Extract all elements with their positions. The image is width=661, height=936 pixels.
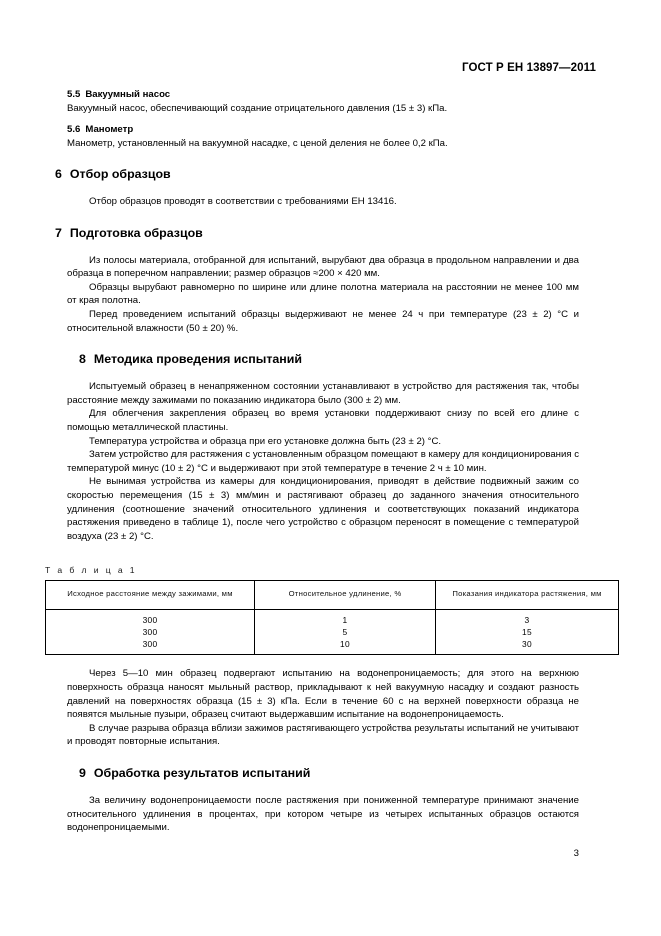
table-header-cell-3: Показания индикатора растяжения, мм: [436, 581, 619, 610]
clause-5-6-title: Манометр: [85, 123, 134, 135]
section-6-number: 6: [55, 167, 62, 181]
clause-5-5-heading: [67, 88, 579, 101]
table-cell-elongation: 5: [255, 626, 436, 638]
table-header-cell-2: Относительное удлинение, %: [255, 581, 436, 610]
table-row: [46, 626, 619, 638]
section-7-number: 7: [55, 225, 62, 240]
table-bottom-spacer: [67, 655, 579, 667]
section-8-title: Методика проведения испытаний: [93, 352, 303, 367]
section-8-paragraph-6: Через 5—10 мин образец подвергают испытанию на водонепроницаемость; для этого на верхнюю поверхность образца наносят мыльный раствор, прикладывают к ней вакуумную насадку и создают разность давлений на поверхностях образца (15 ± 3) кПа. Если в течение 60 с на верхней поверхности образца не появятся мыльные пузыри, образец считают выдержавшим испытание на водонепроницаемость.: [67, 668, 579, 721]
section-9-title: Обработка результатов испытаний: [93, 765, 311, 780]
table-cell-indicator: 3: [436, 609, 619, 626]
section-9-heading: [79, 765, 579, 781]
section-8-paragraph-7: В случае разрыва образца вблизи зажимов растягивающего устройства результаты испытаний не учитывают и проводят повторные испытания.: [67, 722, 579, 748]
page-content: [45, 88, 602, 835]
standard-identifier: ГОСТ Р ЕН 13897—2011: [461, 62, 596, 74]
page-number: 3: [573, 848, 579, 859]
section-8-paragraph-1: Испытуемый образец в ненапряженном состоянии устанавливают в устройство для растяжения так, чтобы расстояние между зажимами по показанию индикатора было (300 ± 2) мм.: [67, 381, 579, 406]
section-8-paragraph-4: Затем устройство для растяжения с установленным образцом помещают в камеру для кондиционирования с температурой минус (10 ± 2) °С и выдерживают при этой температуре в течение 2 ч ± 10 мин.: [67, 449, 579, 474]
table-1-caption: Т а б л и ц а 1: [45, 565, 137, 576]
section-8-paragraph-3: Температура устройства и образца при его установке должна быть (23 ± 2) °С.: [89, 435, 442, 447]
table-header-cell-1: Исходное расстояние между зажимами, мм: [46, 581, 255, 610]
section-6-title: Отбор образцов: [69, 167, 171, 181]
section-7-paragraph-1: Из полосы материала, отобранной для испытаний, вырубают два образца в продольном направлении и два образца в поперечном направлении; размер образцов ≈200 × 420 мм.: [67, 254, 579, 280]
table-row: [46, 609, 619, 626]
clause-5-5-title: Вакуумный насос: [85, 89, 171, 100]
section-8-paragraph-2: Для облегчения закрепления образец во время установки поддерживают снизу по всей его длине с помощью металлической пластины.: [67, 408, 579, 433]
section-7-paragraph-3: Перед проведением испытаний образцы выдерживают не менее 24 ч при температуре (23 ± 2) °С и относительной влажности (50 ± 20) %.: [67, 308, 579, 334]
clause-5-6-number: 5.6: [67, 123, 81, 135]
clause-5-6-heading: [67, 123, 579, 136]
table-header-row: [46, 581, 619, 610]
section-6-paragraph-1: Отбор образцов проводят в соответствии с требованиями ЕН 13416.: [89, 196, 397, 207]
section-9-number: 9: [79, 765, 86, 780]
table-cell-clamp-distance: 300: [46, 638, 255, 655]
section-7-title: Подготовка образцов: [69, 225, 203, 240]
table-1-head: [46, 581, 619, 610]
table-cell-indicator: 15: [436, 626, 619, 638]
section-9-paragraph-1: За величину водонепроницаемости после растяжения при пониженной температуре принимают значение относительного удлинения в процентах, при котором четыре из четырех испытанных образцов остаются водонепроницаемыми.: [67, 794, 579, 834]
table-cell-clamp-distance: 300: [46, 626, 255, 638]
table-cell-elongation: 10: [255, 638, 436, 655]
section-8-paragraph-5: Не вынимая устройства из камеры для кондиционирования, приводят в действие подвижный зажим со скоростью перемещения (15 ± 3) мм/мин и растягивают образец до заданного значения относительного удлинения (соотношение значений относительного удлинения и соответствующих показаний индикатора растяжения приведено в таблице 1), после чего устройство с образцом переносят в помещение с температурой воздуха (23 ± 2) °С.: [67, 476, 579, 542]
table-cell-elongation: 1: [255, 609, 436, 626]
section-6-heading: [55, 166, 579, 182]
running-header: [45, 62, 596, 74]
section-8-number: 8: [79, 352, 86, 367]
table-1-body: [46, 609, 619, 655]
table-cell-clamp-distance: 300: [46, 609, 255, 626]
section-7-heading: [55, 225, 579, 241]
table-1: [45, 580, 619, 655]
section-8-heading: [79, 351, 579, 367]
table-cell-indicator: 30: [436, 638, 619, 655]
table-row: [46, 638, 619, 655]
clause-5-6-text: Манометр, установленный на вакуумной насадке, с ценой деления не более 0,2 кПа.: [67, 137, 448, 149]
clause-5-5-text: Вакуумный насос, обеспечивающий создание отрицательного давления (15 ± 3) кПа.: [67, 103, 448, 114]
section-7-paragraph-2: Образцы вырубают равномерно по ширине или длине полотна материала на расстоянии не менее 100 мм от края полотна.: [67, 281, 579, 307]
clause-5-5-number: 5.5: [67, 89, 81, 100]
